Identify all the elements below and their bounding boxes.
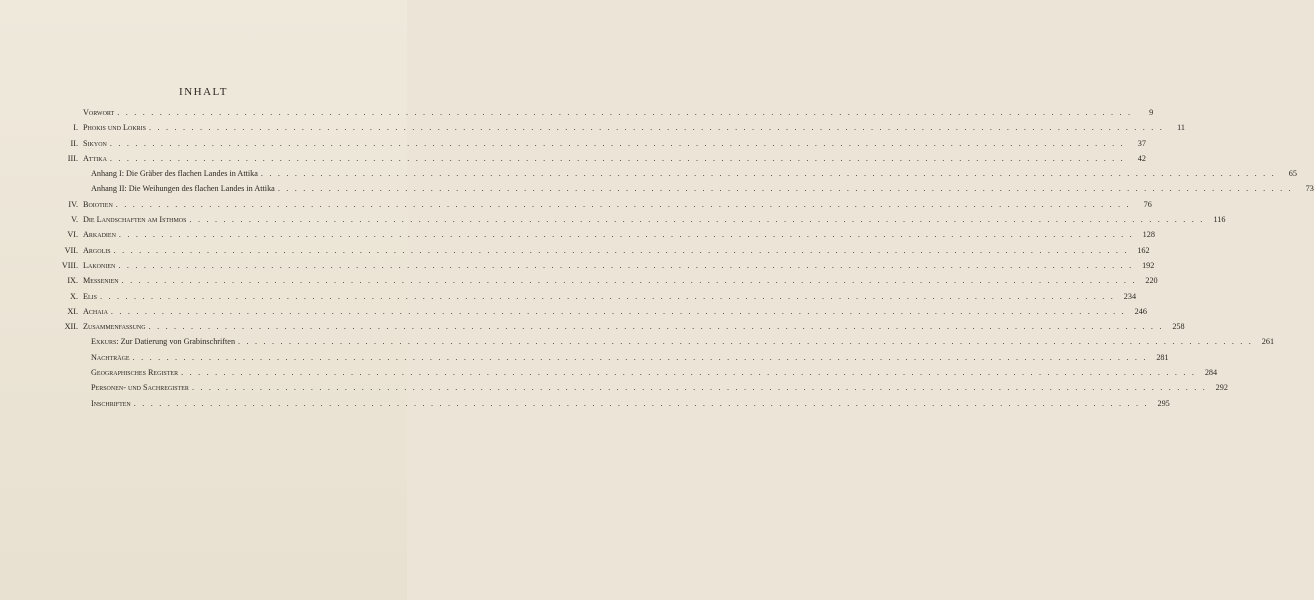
toc-entry xyxy=(48,245,1150,261)
toc-entry-number: II. xyxy=(70,138,78,148)
toc-entry-page: 246 xyxy=(1134,306,1147,316)
dot-leader: . . . . . . . . . . . . . . . . . . . . . . . . . . . . . . . . . . . . . . . . . . . . . . . . . . . . . . . . . . . . . . . . . . . . . . . . . . . . . . . . . . . . . . . . . . . . . . . . . . . . . . . . . . . . . . . . . . . . . . . . xyxy=(121,276,1137,286)
dot-leader: . . . . . . . . . . . . . . . . . . . . . . . . . . . . . . . . . . . . . . . . . . . . . . . . . . . . . . . . . . . . . . . . . . . . . . . . . . . . . . . . . . . . . . . . . . . . . . . . . . . . . . . . . . . . . . . . . . . . . . . . xyxy=(109,138,1125,148)
toc-entry-page: 281 xyxy=(1156,352,1169,362)
toc-entry-title: Elis xyxy=(83,291,98,301)
dot-leader: . . . . . . . . . . . . . . . . . . . . . . . . . . . . . . . . . . . . . . . . . . . . . . . . . . . . . . . . . . . . . . . . . . . . . . . . . . . . . . . . . . . . . . . . . . . . . . . . . . . . . . . . . . . . . . . . . . . . . . . . xyxy=(238,337,1254,347)
toc-entry-title: Die Landschaften am Isthmos xyxy=(83,215,187,225)
toc-entry-title: Messenien xyxy=(83,276,119,286)
toc-entry-number: VII. xyxy=(64,245,78,255)
toc-entry-number: XI. xyxy=(67,306,78,316)
toc-entry-page: 220 xyxy=(1145,276,1158,286)
toc-entry-title: Boiotien xyxy=(83,199,113,209)
toc-entry-number: VIII. xyxy=(61,260,78,270)
toc-entry xyxy=(48,322,1185,337)
toc-entry xyxy=(48,306,1147,322)
toc-entry-number: XII. xyxy=(64,322,78,332)
toc-entry-page: 73 xyxy=(1305,184,1314,194)
toc-entry-page: 37 xyxy=(1137,138,1146,148)
toc-entry-number: V. xyxy=(71,215,78,225)
toc-entry-page: 42 xyxy=(1137,153,1146,163)
toc-entry-title: Arkadien xyxy=(83,230,116,240)
toc-entry-title: Sikyon xyxy=(83,138,107,148)
dot-leader: . . . . . . . . . . . . . . . . . . . . . . . . . . . . . . . . . . . . . . . . . . . . . . . . . . . . . . . . . . . . . . . . . . . . . . . . . . . . . . . . . . . . . . . . . . . . . . . . . . . . . . . . . . . . . . . . . . . . . . . . xyxy=(149,123,1165,133)
toc-entry-page: 116 xyxy=(1213,215,1226,225)
dot-leader: . . . . . . . . . . . . . . . . . . . . . . . . . . . . . . . . . . . . . . . . . . . . . . . . . . . . . . . . . . . . . . . . . . . . . . . . . . . . . . . . . . . . . . . . . . . . . . . . . . . . . . . . . . . . . . . . . . . . . . . . xyxy=(109,153,1125,163)
toc-entry-page: 261 xyxy=(1261,337,1275,347)
toc-entry-number: X. xyxy=(70,291,78,301)
toc-entry xyxy=(48,352,1169,368)
dot-leader: . . . . . . . . . . . . . . . . . . . . . . . . . . . . . . . . . . . . . . . . . . . . . . . . . . . . . . . . . . . . . . . . . . . . . . . . . . . . . . . . . . . . . . . . . . . . . . . . . . . . . . . . . . . . . . . . . . . . . . . . xyxy=(110,306,1126,316)
toc-entry xyxy=(48,276,1158,291)
dot-leader: . . . . . . . . . . . . . . . . . . . . . . . . . . . . . . . . . . . . . . . . . . . . . . . . . . . . . . . . . . . . . . . . . . . . . . . . . . . . . . . . . . . . . . . . . . . . . . . . . . . . . . . . . . . . . . . . . . . . . . . . xyxy=(189,215,1205,225)
dot-leader: . . . . . . . . . . . . . . . . . . . . . . . . . . . . . . . . . . . . . . . . . . . . . . . . . . . . . . . . . . . . . . . . . . . . . . . . . . . . . . . . . . . . . . . . . . . . . . . . . . . . . . . . . . . . . . . . . . . . . . . . xyxy=(117,108,1133,117)
toc-entry xyxy=(48,123,1186,138)
dot-leader: . . . . . . . . . . . . . . . . . . . . . . . . . . . . . . . . . . . . . . . . . . . . . . . . . . . . . . . . . . . . . . . . . . . . . . . . . . . . . . . . . . . . . . . . . . . . . . . . . . . . . . . . . . . . . . . . . . . . . . . . xyxy=(118,260,1134,270)
toc-entry-title: Geographisches Register xyxy=(91,368,179,378)
toc-entry xyxy=(48,383,1228,398)
dot-leader: . . . . . . . . . . . . . . . . . . . . . . . . . . . . . . . . . . . . . . . . . . . . . . . . . . . . . . . . . . . . . . . . . . . . . . . . . . . . . . . . . . . . . . . . . . . . . . . . . . . . . . . . . . . . . . . . . . . . . . . . xyxy=(277,184,1293,194)
toc-entry xyxy=(48,169,1297,184)
toc-entry-title: Argolis xyxy=(83,245,111,255)
toc-entry-title: Inschriften xyxy=(91,398,131,408)
toc-entry xyxy=(48,215,1226,230)
dot-leader: . . . . . . . . . . . . . . . . . . . . . . . . . . . . . . . . . . . . . . . . . . . . . . . . . . . . . . . . . . . . . . . . . . . . . . . . . . . . . . . . . . . . . . . . . . . . . . . . . . . . . . . . . . . . . . . . . . . . . . . . xyxy=(100,291,1116,301)
toc-entry-page: 192 xyxy=(1142,260,1155,270)
toc-entry-title: Exkurs: Zur Datierung von Grabinschriften xyxy=(91,337,236,347)
dot-leader: . . . . . . . . . . . . . . . . . . . . . . . . . . . . . . . . . . . . . . . . . . . . . . . . . . . . . . . . . . . . . . . . . . . . . . . . . . . . . . . . . . . . . . . . . . . . . . . . . . . . . . . . . . . . . . . . . . . . . . . . xyxy=(115,199,1131,209)
toc-entry-title: Anhang II: Die Weihungen des flachen Landes in Attika xyxy=(91,184,275,194)
toc-entry-page: 284 xyxy=(1204,368,1218,378)
toc-entry-number: I. xyxy=(73,123,78,133)
toc-entry-number: III. xyxy=(67,153,78,163)
toc-entry xyxy=(48,260,1155,276)
toc-entry-page: 76 xyxy=(1143,199,1152,209)
toc-entry xyxy=(48,337,1275,352)
toc-entry xyxy=(48,368,1218,383)
page-title: INHALT xyxy=(179,86,228,98)
toc-entry-title: Attika xyxy=(83,153,107,163)
dot-leader: . . . . . . . . . . . . . . . . . . . . . . . . . . . . . . . . . . . . . . . . . . . . . . . . . . . . . . . . . . . . . . . . . . . . . . . . . . . . . . . . . . . . . . . . . . . . . . . . . . . . . . . . . . . . . . . . . . . . . . . . xyxy=(191,383,1207,393)
toc-entry-page: 258 xyxy=(1172,322,1185,332)
toc-entry xyxy=(48,199,1152,215)
toc-entry-page: 292 xyxy=(1215,383,1228,393)
toc-entry xyxy=(48,398,1170,414)
toc-entry-page: 162 xyxy=(1137,245,1150,255)
table-of-contents xyxy=(48,108,1314,414)
toc-entry-title: Vorwort xyxy=(83,108,115,117)
toc-entry-page: 9 xyxy=(1149,108,1154,117)
toc-entry-page: 128 xyxy=(1142,230,1155,240)
toc-entry-title: Achaia xyxy=(83,306,108,316)
toc-entry xyxy=(48,108,1154,123)
toc-entry-page: 65 xyxy=(1288,169,1297,179)
toc-entry xyxy=(48,230,1155,245)
toc-entry-title: Nachträge xyxy=(91,352,130,362)
toc-entry-page: 11 xyxy=(1177,123,1186,133)
toc-entry-number: IX. xyxy=(67,276,78,286)
toc-entry-title: Zusammenfassung xyxy=(83,322,146,332)
dot-leader: . . . . . . . . . . . . . . . . . . . . . . . . . . . . . . . . . . . . . . . . . . . . . . . . . . . . . . . . . . . . . . . . . . . . . . . . . . . . . . . . . . . . . . . . . . . . . . . . . . . . . . . . . . . . . . . . . . . . . . . . xyxy=(113,245,1129,255)
toc-entry-title: Personen- und Sachregister xyxy=(91,383,189,393)
dot-leader: . . . . . . . . . . . . . . . . . . . . . . . . . . . . . . . . . . . . . . . . . . . . . . . . . . . . . . . . . . . . . . . . . . . . . . . . . . . . . . . . . . . . . . . . . . . . . . . . . . . . . . . . . . . . . . . . . . . . . . . . xyxy=(118,230,1134,240)
toc-entry-number: VI. xyxy=(67,230,78,240)
toc-entry-title: Lakonien xyxy=(83,260,116,270)
toc-entry xyxy=(48,138,1146,154)
toc-entry-title: Anhang I: Die Gräber des flachen Landes in Attika xyxy=(91,169,258,179)
toc-entry-number: IV. xyxy=(68,199,78,209)
dot-leader: . . . . . . . . . . . . . . . . . . . . . . . . . . . . . . . . . . . . . . . . . . . . . . . . . . . . . . . . . . . . . . . . . . . . . . . . . . . . . . . . . . . . . . . . . . . . . . . . . . . . . . . . . . . . . . . . . . . . . . . . xyxy=(132,352,1148,362)
toc-entry-title: Phokis und Lokris xyxy=(83,123,146,133)
dot-leader: . . . . . . . . . . . . . . . . . . . . . . . . . . . . . . . . . . . . . . . . . . . . . . . . . . . . . . . . . . . . . . . . . . . . . . . . . . . . . . . . . . . . . . . . . . . . . . . . . . . . . . . . . . . . . . . . . . . . . . . . xyxy=(260,169,1276,179)
toc-entry-page: 295 xyxy=(1157,398,1170,408)
toc-entry-page: 234 xyxy=(1123,291,1137,301)
toc-entry xyxy=(48,291,1137,307)
dot-leader: . . . . . . . . . . . . . . . . . . . . . . . . . . . . . . . . . . . . . . . . . . . . . . . . . . . . . . . . . . . . . . . . . . . . . . . . . . . . . . . . . . . . . . . . . . . . . . . . . . . . . . . . . . . . . . . . . . . . . . . . xyxy=(133,398,1149,408)
dot-leader: . . . . . . . . . . . . . . . . . . . . . . . . . . . . . . . . . . . . . . . . . . . . . . . . . . . . . . . . . . . . . . . . . . . . . . . . . . . . . . . . . . . . . . . . . . . . . . . . . . . . . . . . . . . . . . . . . . . . . . . . xyxy=(148,322,1164,332)
toc-entry xyxy=(48,184,1314,199)
toc-entry xyxy=(48,153,1146,169)
dot-leader: . . . . . . . . . . . . . . . . . . . . . . . . . . . . . . . . . . . . . . . . . . . . . . . . . . . . . . . . . . . . . . . . . . . . . . . . . . . . . . . . . . . . . . . . . . . . . . . . . . . . . . . . . . . . . . . . . . . . . . . . xyxy=(181,368,1197,378)
